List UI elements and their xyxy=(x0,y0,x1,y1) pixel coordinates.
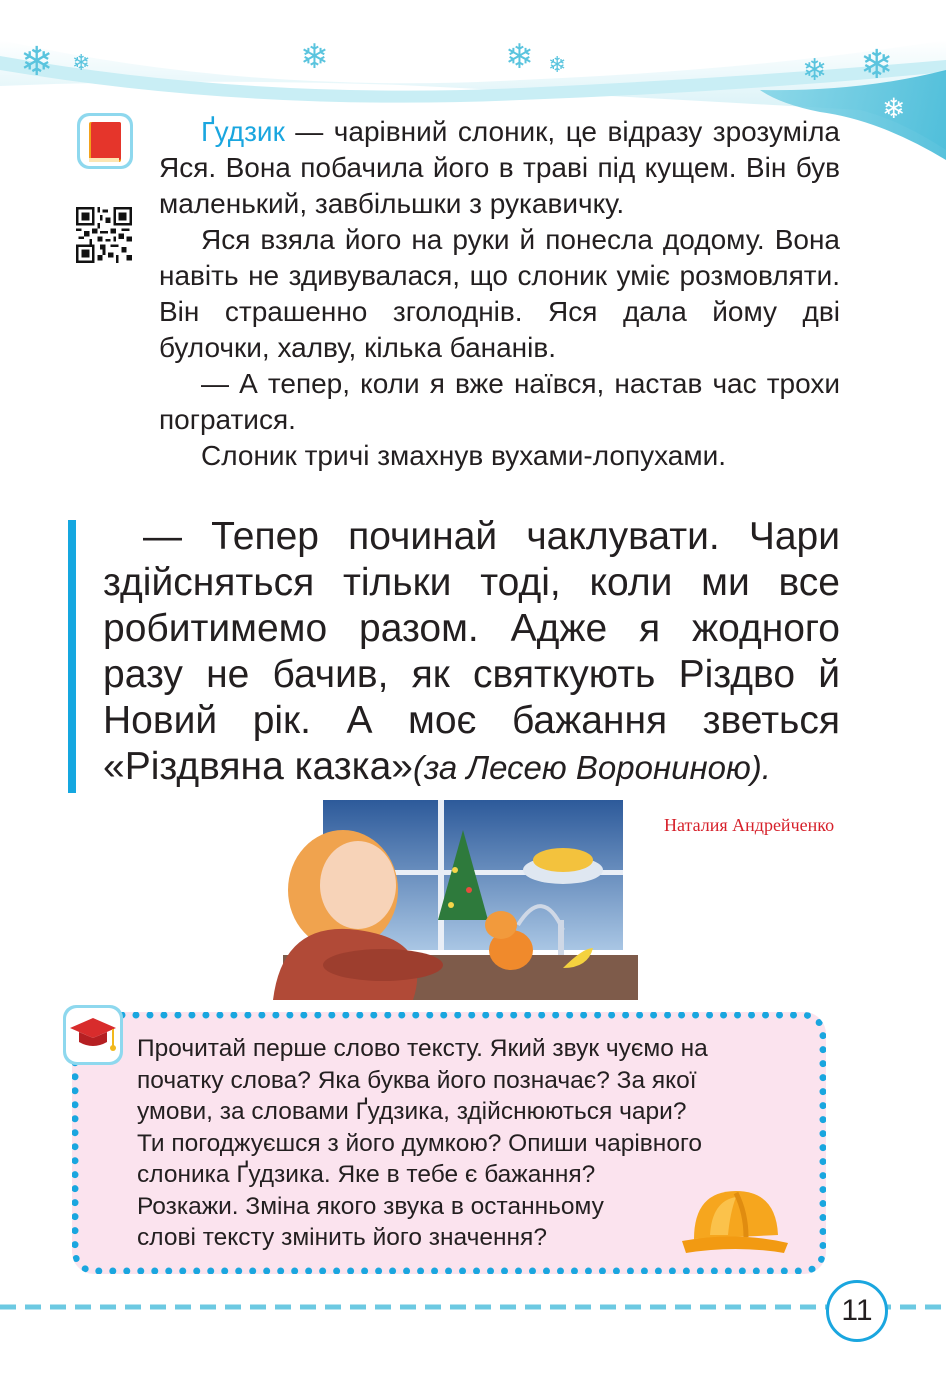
story-paragraph-1: Ґудзик — чарівний слоник, це відразу зрозуміла Яся. Вона побачила його в траві під кущем. Він був маленький, завбільшки з рукавичку. xyxy=(159,116,840,219)
svg-text:❄: ❄ xyxy=(505,37,534,77)
task-line: Ти погоджуєшся з його думкою? Опиши чарівного xyxy=(137,1129,702,1157)
task-line: початку слова? Яка буква його позначає? За якої xyxy=(137,1066,697,1094)
page-number: 11 xyxy=(826,1280,888,1342)
story-paragraph-4: Слоник тричі змахнув вухами-лопухами. xyxy=(201,440,727,471)
task-line: слові тексту змінить його значення? xyxy=(137,1224,547,1251)
svg-text:❄: ❄ xyxy=(300,37,329,77)
story-text xyxy=(159,114,840,474)
svg-text:❄: ❄ xyxy=(802,53,828,88)
illustrator-credit: Наталия Андрейченко xyxy=(664,815,835,835)
source-citation: (за Лесею Ворониною). xyxy=(412,749,771,786)
task-line: слоника Ґудзика. Яке в тебе є бажання? xyxy=(137,1161,596,1188)
story-paragraph-3: — А тепер, коли я вже наївся, настав час трохи погратися. xyxy=(159,368,840,435)
task-line: Прочитай перше слово тексту. Який звук чуємо на xyxy=(137,1035,708,1062)
svg-text:❄: ❄ xyxy=(548,53,567,78)
story-paragraph-2: Яся взяла його на руки й понесла додому. Вона навіть не здивувалася, що слоник уміє розмовляти. Він страшенно зголоднів. Яся дала йому дві булочки, халву, кілька бананів. xyxy=(159,224,840,363)
hard-hat-icon xyxy=(680,1183,790,1259)
footer-dashed-line xyxy=(0,1304,946,1310)
graduation-cap-icon xyxy=(62,1004,124,1066)
svg-text:❄: ❄ xyxy=(882,92,906,125)
task-line: умови, за словами Ґудзика, здійснюються чари? xyxy=(137,1098,687,1125)
character-name: Ґудзик xyxy=(201,116,285,147)
qr-code[interactable] xyxy=(76,207,132,263)
svg-text:❄: ❄ xyxy=(72,51,91,76)
book-icon xyxy=(76,112,134,170)
quote-bar xyxy=(68,520,76,793)
illustration-girl-and-elephant xyxy=(263,800,638,1000)
svg-text:❄: ❄ xyxy=(20,39,54,85)
large-quote: — Тепер починай чаклувати. Чари здійсняться тільки тоді, коли ми все робитимемо разом. Адже я жодного разу не бачив, як святкують Різдво й Новий рік. А моє бажання зветься «Різдвяна казка»(за Лесею Ворониною). xyxy=(103,515,840,788)
task-line: Розкажи. Зміна якого звука в останньому xyxy=(137,1192,604,1220)
svg-text:❄: ❄ xyxy=(860,42,894,88)
